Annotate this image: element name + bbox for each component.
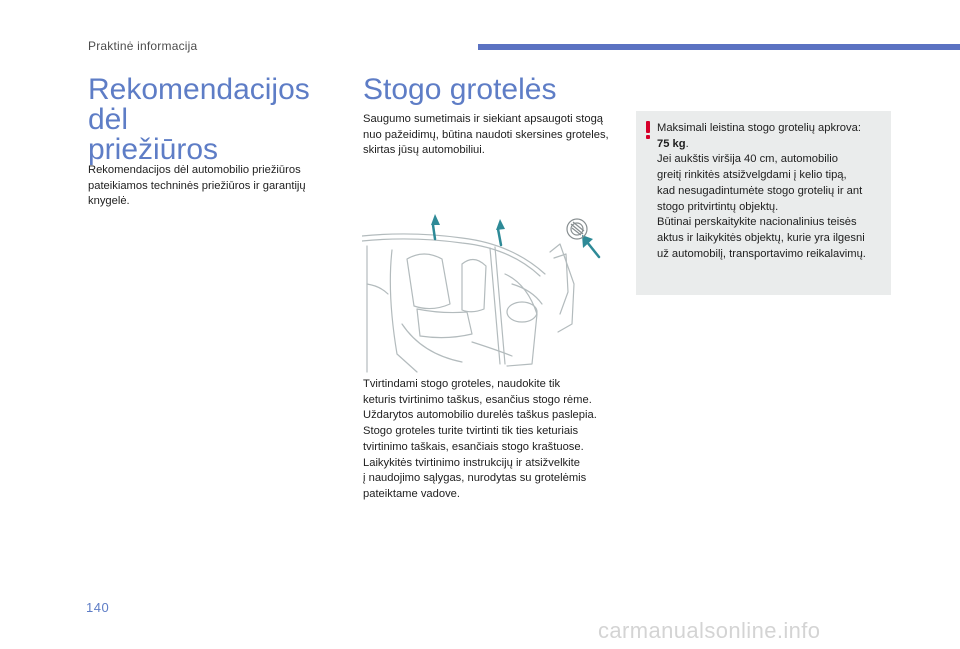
middle-paragraph-2-line-2: keturis tvirtinimo taškus, esančius stogo rėme. bbox=[363, 393, 592, 406]
header-bar bbox=[478, 44, 960, 50]
left-title-line-2: priežiūros bbox=[88, 133, 219, 166]
exclamation-warning-icon bbox=[645, 121, 651, 139]
middle-paragraph-2 bbox=[363, 377, 625, 503]
section-header: Praktinė informacija bbox=[88, 39, 198, 53]
warning-load-value: 75 kg bbox=[657, 137, 686, 150]
middle-paragraph-2-line-7: į naudojimo sąlygas, nurodytas su grotelėmis bbox=[363, 472, 587, 485]
warning-text bbox=[657, 121, 887, 262]
warning-line-4: greitį rinkitės atsižvelgdami į kelio tipą, bbox=[657, 169, 847, 182]
middle-paragraph-2-line-3: Uždarytos automobilio durelės taškus paslepia. bbox=[363, 409, 597, 422]
warning-line-9: už automobilį, transportavimo reikalavimų. bbox=[657, 247, 866, 260]
warning-line-8: aktus ir laikykitės objektų, kurie yra ilgesni bbox=[657, 231, 865, 244]
middle-paragraph-2-line-1: Tvirtindami stogo groteles, naudokite tik bbox=[363, 378, 561, 390]
warning-load-suffix: . bbox=[685, 137, 689, 150]
middle-title: Stogo grotelės bbox=[363, 73, 557, 106]
left-paragraph: Rekomendacijos dėl automobilio priežiūros pateikiamos techninės priežiūros ir garantijų knygelė. bbox=[88, 164, 306, 208]
middle-paragraph-2-line-8: pateiktame vadove. bbox=[363, 487, 461, 500]
page-number: 140 bbox=[86, 600, 110, 615]
warning-line-1: Maksimali leistina stogo grotelių apkrova: bbox=[657, 122, 861, 134]
middle-paragraph-2-line-5: tvirtinimo taškais, esančiais stogo kraštuose. bbox=[363, 440, 584, 453]
middle-paragraph-2-line-4: Stogo groteles turite tvirtinti tik ties keturiais bbox=[363, 425, 579, 438]
middle-paragraph-1: Saugumo sumetimais ir siekiant apsaugoti stogą nuo pažeidimų, būtina naudoti skersines groteles, skirtas jūsų automobiliui. bbox=[363, 113, 609, 157]
middle-paragraph-2-line-6: Laikykitės tvirtinimo instrukcijų ir atsižvelkite bbox=[363, 456, 580, 469]
watermark: carmanualsonline.info bbox=[598, 618, 821, 643]
left-title bbox=[88, 75, 358, 165]
left-title-line-1: Rekomendacijos dėl bbox=[88, 73, 310, 136]
warning-line-7: Būtinai perskaitykite nacionalinius teisės bbox=[657, 216, 857, 229]
roof-mounting-point-illustration bbox=[362, 214, 612, 374]
warning-line-6: stogo pritvirtintų objektų. bbox=[657, 200, 779, 213]
warning-line-5: kad nesugadintumėte stogo grotelių ir ant bbox=[657, 184, 863, 197]
warning-line-3: Jei aukštis viršija 40 cm, automobilio bbox=[657, 153, 838, 166]
